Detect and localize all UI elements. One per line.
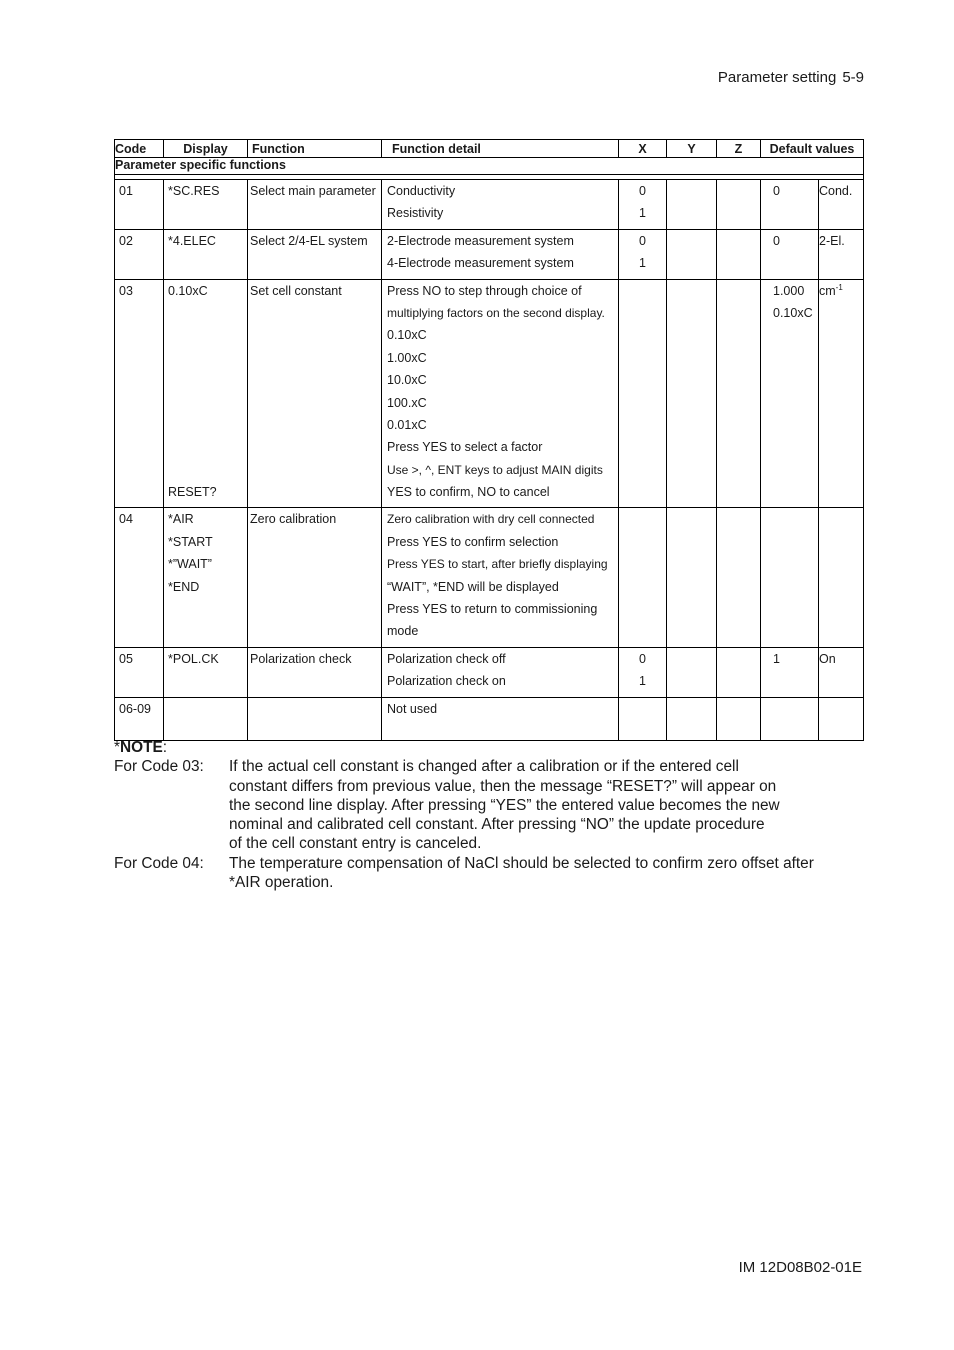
- function-detail-cell: [382, 697, 619, 740]
- x-cell: [619, 697, 667, 740]
- function-detail-line: 10.0xC: [387, 373, 427, 388]
- z-cell: [717, 180, 761, 230]
- x-value: 0: [639, 651, 646, 666]
- function-detail-line: Press NO to step through choice of: [387, 283, 582, 298]
- note-block: [114, 738, 854, 892]
- function-detail-line: 2-Electrode measurement system: [387, 233, 574, 248]
- function-detail-cell: [382, 647, 619, 697]
- default-value: 0: [773, 184, 780, 198]
- x-value: 1: [639, 256, 646, 271]
- unit-superscript: -1: [835, 282, 843, 292]
- default-value-cell: [761, 180, 819, 230]
- default-value: 1: [773, 651, 780, 666]
- function-detail-line: mode: [387, 624, 419, 639]
- function-detail-line: “WAIT”, *END will be displayed: [387, 579, 559, 594]
- y-cell: [667, 180, 717, 230]
- display-value-bottom: RESET?: [168, 485, 217, 500]
- function-detail-cell: [382, 229, 619, 279]
- default-value: 0: [773, 233, 780, 248]
- section-row: [115, 158, 864, 175]
- function-detail-line: Press YES to start, after briefly displaying: [387, 557, 608, 572]
- display-cell: [164, 508, 248, 647]
- code-value: 01: [119, 184, 133, 198]
- parameter-table: [114, 139, 864, 741]
- display-cell: [164, 697, 248, 740]
- code-value: 02: [119, 233, 133, 248]
- note-label: For Code 04:: [114, 854, 204, 872]
- col-header-code: Code: [115, 140, 164, 158]
- display-cell: [164, 647, 248, 697]
- default-value-cell: [761, 697, 819, 740]
- function-cell: [248, 229, 382, 279]
- note-item: [114, 757, 854, 853]
- z-cell: [717, 697, 761, 740]
- function-value: Select 2/4-EL system: [250, 233, 368, 248]
- y-cell: [667, 279, 717, 508]
- display-value: *”WAIT”: [168, 557, 212, 572]
- function-detail-line: Zero calibration with dry cell connected: [387, 512, 595, 527]
- note-text-line: If the actual cell constant is changed after a calibration or if the entered cell: [229, 758, 739, 776]
- function-detail-line: multiplying factors on the second display.: [387, 305, 605, 320]
- x-value: 0: [639, 233, 646, 248]
- function-detail-line: Polarization check on: [387, 674, 506, 689]
- code-cell: [115, 647, 164, 697]
- function-detail-line: Use >, ^, ENT keys to adjust MAIN digits: [387, 462, 603, 477]
- default-unit-cell: [819, 229, 864, 279]
- function-detail-cell: [382, 279, 619, 508]
- default-value: 0.10xC: [773, 305, 813, 320]
- default-value-cell: [761, 647, 819, 697]
- note-text-line: nominal and calibrated cell constant. After pressing “NO” the update procedure: [229, 816, 765, 834]
- note-label: For Code 03:: [114, 758, 204, 776]
- z-cell: [717, 647, 761, 697]
- table-row: [115, 279, 864, 508]
- col-header-function: Function: [248, 140, 382, 158]
- function-detail-line: 4-Electrode measurement system: [387, 256, 574, 271]
- default-value: 1.000: [773, 283, 805, 298]
- table-row: [115, 697, 864, 740]
- y-cell: [667, 697, 717, 740]
- function-detail-line: 0.01xC: [387, 417, 427, 432]
- function-detail-line: 1.00xC: [387, 350, 427, 365]
- code-value: 05: [119, 651, 133, 666]
- function-detail-line: Press YES to confirm selection: [387, 534, 559, 549]
- note-text-line: The temperature compensation of NaCl should be selected to confirm zero offset after: [229, 854, 814, 872]
- function-cell: [248, 508, 382, 647]
- function-value: Select main parameter: [250, 184, 376, 198]
- z-cell: [717, 508, 761, 647]
- col-header-function-detail: Function detail: [382, 140, 619, 158]
- note-text-line: the second line display. After pressing “YES” the entered value becomes the new: [229, 796, 780, 814]
- col-header-y: Y: [667, 140, 717, 158]
- code-cell: [115, 180, 164, 230]
- default-unit-cell: [819, 697, 864, 740]
- default-unit-cell: [819, 279, 864, 508]
- function-value: Polarization check: [250, 651, 352, 666]
- note-text-line: of the cell constant entry is canceled.: [229, 835, 482, 853]
- x-value: 0: [639, 184, 646, 198]
- function-detail-line: Polarization check off: [387, 651, 506, 666]
- z-cell: [717, 229, 761, 279]
- table-header-row: [115, 140, 864, 158]
- table-row: [115, 229, 864, 279]
- default-unit: On: [819, 651, 836, 666]
- code-cell: [115, 229, 164, 279]
- code-cell: [115, 279, 164, 508]
- x-value: 1: [639, 674, 646, 689]
- note-item: [114, 854, 854, 893]
- function-detail-line: Resistivity: [387, 206, 444, 221]
- table-row: [115, 180, 864, 230]
- code-cell: [115, 508, 164, 647]
- y-cell: [667, 508, 717, 647]
- code-value: 04: [119, 512, 133, 527]
- display-cell: [164, 279, 248, 508]
- x-cell: [619, 229, 667, 279]
- page-header: [600, 69, 864, 86]
- note-text-line: *AIR operation.: [229, 874, 334, 892]
- function-cell: [248, 647, 382, 697]
- col-header-default-values: Default values: [761, 140, 864, 158]
- default-unit: $cm^{-1}$: [819, 282, 843, 298]
- y-cell: [667, 647, 717, 697]
- function-detail-line: Not used: [387, 701, 438, 716]
- function-value: Set cell constant: [250, 283, 342, 298]
- code-value: 06-09: [119, 701, 151, 716]
- function-detail-line: 100.xC: [387, 395, 427, 410]
- document-id: IM 12D08B02-01E: [738, 1259, 862, 1276]
- default-unit: Cond.: [819, 184, 853, 198]
- display-value: *START: [168, 534, 213, 549]
- function-value: [250, 702, 377, 724]
- display-value: *AIR: [168, 512, 194, 527]
- note-text-line: constant differs from previous value, then the message “RESET?” will appear on: [229, 777, 777, 795]
- display-value: *END: [168, 579, 200, 594]
- col-header-z: Z: [717, 140, 761, 158]
- note-text: [229, 757, 854, 853]
- col-header-display: Display: [164, 140, 248, 158]
- x-cell: [619, 180, 667, 230]
- function-detail-line: Conductivity: [387, 184, 456, 198]
- note-text: [229, 854, 854, 893]
- function-cell: [248, 279, 382, 508]
- display-value: 0.10xC: [168, 283, 208, 298]
- note-title: *NOTE:: [114, 739, 168, 756]
- default-value-cell: [761, 279, 819, 508]
- section-label: Parameter specific functions: [115, 158, 864, 175]
- display-value: *POL.CK: [168, 651, 219, 666]
- table-row: [115, 647, 864, 697]
- display-value: *SC.RES: [168, 184, 220, 198]
- display-cell: [164, 180, 248, 230]
- function-detail-cell: [382, 180, 619, 230]
- default-unit-cell: [819, 180, 864, 230]
- table-row: [115, 508, 864, 647]
- function-detail-line: Press YES to select a factor: [387, 440, 543, 455]
- default-unit-cell: [819, 508, 864, 647]
- y-cell: [667, 229, 717, 279]
- function-detail-line: Press YES to return to commissioning: [387, 602, 598, 617]
- x-cell: [619, 279, 667, 508]
- function-detail-line: YES to confirm, NO to cancel: [387, 485, 550, 500]
- display-value: *4.ELEC: [168, 233, 216, 248]
- function-cell: [248, 697, 382, 740]
- function-value: Zero calibration: [250, 512, 337, 527]
- code-value: 03: [119, 283, 133, 298]
- section-title: Parameter setting: [717, 69, 837, 86]
- z-cell: [717, 279, 761, 508]
- function-cell: [248, 180, 382, 230]
- code-cell: [115, 697, 164, 740]
- page-number: 5-9: [842, 69, 864, 86]
- x-cell: [619, 508, 667, 647]
- col-header-x: X: [619, 140, 667, 158]
- x-cell: [619, 647, 667, 697]
- function-detail-cell: [382, 508, 619, 647]
- x-value: 1: [639, 206, 646, 221]
- default-unit: 2-El.: [819, 233, 845, 248]
- display-cell: [164, 229, 248, 279]
- default-value-cell: [761, 508, 819, 647]
- function-detail-line: 0.10xC: [387, 328, 427, 343]
- default-unit-cell: [819, 647, 864, 697]
- default-value-cell: [761, 229, 819, 279]
